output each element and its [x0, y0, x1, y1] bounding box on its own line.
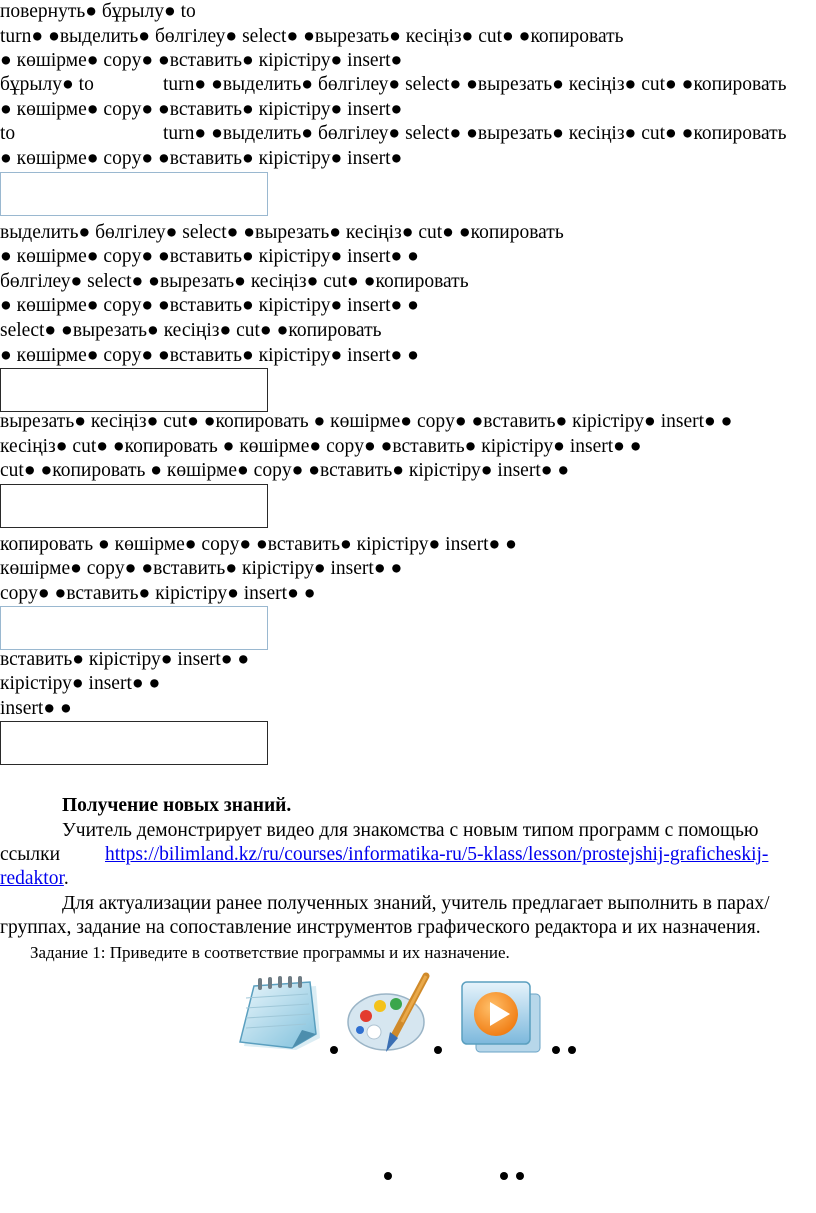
- link-line: [0, 867, 69, 891]
- bullet-dot: [552, 1046, 560, 1054]
- text-line: ● көшірме● copy● ●вставить● кірістіру● insert● ●: [0, 345, 419, 366]
- section-heading: Получение новых знаний.: [62, 795, 292, 816]
- notepad-icon[interactable]: [236, 976, 326, 1058]
- text-line: copy● ●вставить● кірістіру● insert● ●: [0, 583, 316, 604]
- bullet-dot: [384, 1172, 392, 1180]
- text-line: повернуть● бұрылу● to: [0, 1, 196, 22]
- text-line: кірістіру● insert● ●: [0, 673, 161, 694]
- drop-target-box[interactable]: [0, 172, 268, 216]
- text-line: turn● ●выделить● бөлгілеу● select● ●вырезать● кесіңіз● cut● ●копировать: [0, 26, 624, 47]
- text-line: ● көшірме● copy● ●вставить● кірістіру● insert● ●: [0, 246, 419, 267]
- text-line: ● көшірме● copy● ●вставить● кірістіру● insert●: [0, 50, 403, 71]
- text-line: вставить● кірістіру● insert● ●: [0, 649, 250, 670]
- task-text: Задание 1: Приведите в соответствие программы и их назначение.: [30, 943, 510, 962]
- text-line: turn● ●выделить● бөлгілеу● select● ●вырезать● кесіңіз● cut● ●копировать: [163, 74, 787, 95]
- text-line: insert● ●: [0, 698, 72, 719]
- text-line: turn● ●выделить● бөлгілеу● select● ●вырезать● кесіңіз● cut● ●копировать: [163, 123, 787, 144]
- text-line: select● ●вырезать● кесіңіз● cut● ●копировать: [0, 320, 382, 341]
- text-line: бұрылу● to: [0, 74, 94, 95]
- paragraph-line: Для актуализации ранее полученных знаний, учитель предлагает выполнить в парах/: [62, 893, 770, 914]
- text-line: бөлгілеу● select● ●вырезать● кесіңіз● cut● ●копировать: [0, 271, 469, 292]
- media-player-icon[interactable]: [458, 978, 548, 1056]
- paragraph-line: Учитель демонстрирует видео для знакомства с новым типом программ с помощью: [62, 820, 759, 841]
- text-line: ● көшірме● copy● ●вставить● кірістіру● insert● ●: [0, 295, 419, 316]
- text-line: ● көшірме● copy● ●вставить● кірістіру● insert●: [0, 99, 403, 120]
- link-label: ссылки: [0, 844, 61, 865]
- bullet-dot: [516, 1172, 524, 1180]
- text-line: выделить● бөлгілеу● select● ●вырезать● кесіңіз● cut● ●копировать: [0, 222, 564, 243]
- drop-target-box[interactable]: [0, 721, 268, 765]
- text-line: копировать ● көшірме● copy● ●вставить● кірістіру● insert● ●: [0, 534, 517, 555]
- lesson-link-continuation[interactable]: redaktor: [0, 868, 64, 889]
- text-line: вырезать● кесіңіз● cut● ●копировать ● көшірме● copy● ●вставить● кірістіру● insert● ●: [0, 411, 733, 432]
- drop-target-box[interactable]: [0, 368, 268, 412]
- drop-target-box[interactable]: [0, 484, 268, 528]
- paragraph-line: группах, задание на сопоставление инструментов графического редактора и их назначения.: [0, 917, 761, 938]
- drop-target-box[interactable]: [0, 606, 268, 650]
- period: .: [63, 868, 69, 889]
- bullet-dot: [434, 1046, 442, 1054]
- text-line: ● көшірме● copy● ●вставить● кірістіру● insert●: [0, 148, 403, 169]
- text-line: көшірме● copy● ●вставить● кірістіру● insert● ●: [0, 558, 403, 579]
- text-line: to: [0, 123, 16, 144]
- lesson-link[interactable]: https://bilimland.kz/ru/courses/informatika-ru/5-klass/lesson/prostejshij-graficheskij-: [105, 844, 769, 865]
- text-line: кесіңіз● cut● ●копировать ● көшірме● copy● ●вставить● кірістіру● insert● ●: [0, 436, 642, 457]
- text-line: cut● ●копировать ● көшірме● copy● ●вставить● кірістіру● insert● ●: [0, 460, 570, 481]
- bullet-dot: [500, 1172, 508, 1180]
- paint-palette-icon[interactable]: [346, 972, 436, 1056]
- bullet-dot: [568, 1046, 576, 1054]
- bullet-dot: [330, 1046, 338, 1054]
